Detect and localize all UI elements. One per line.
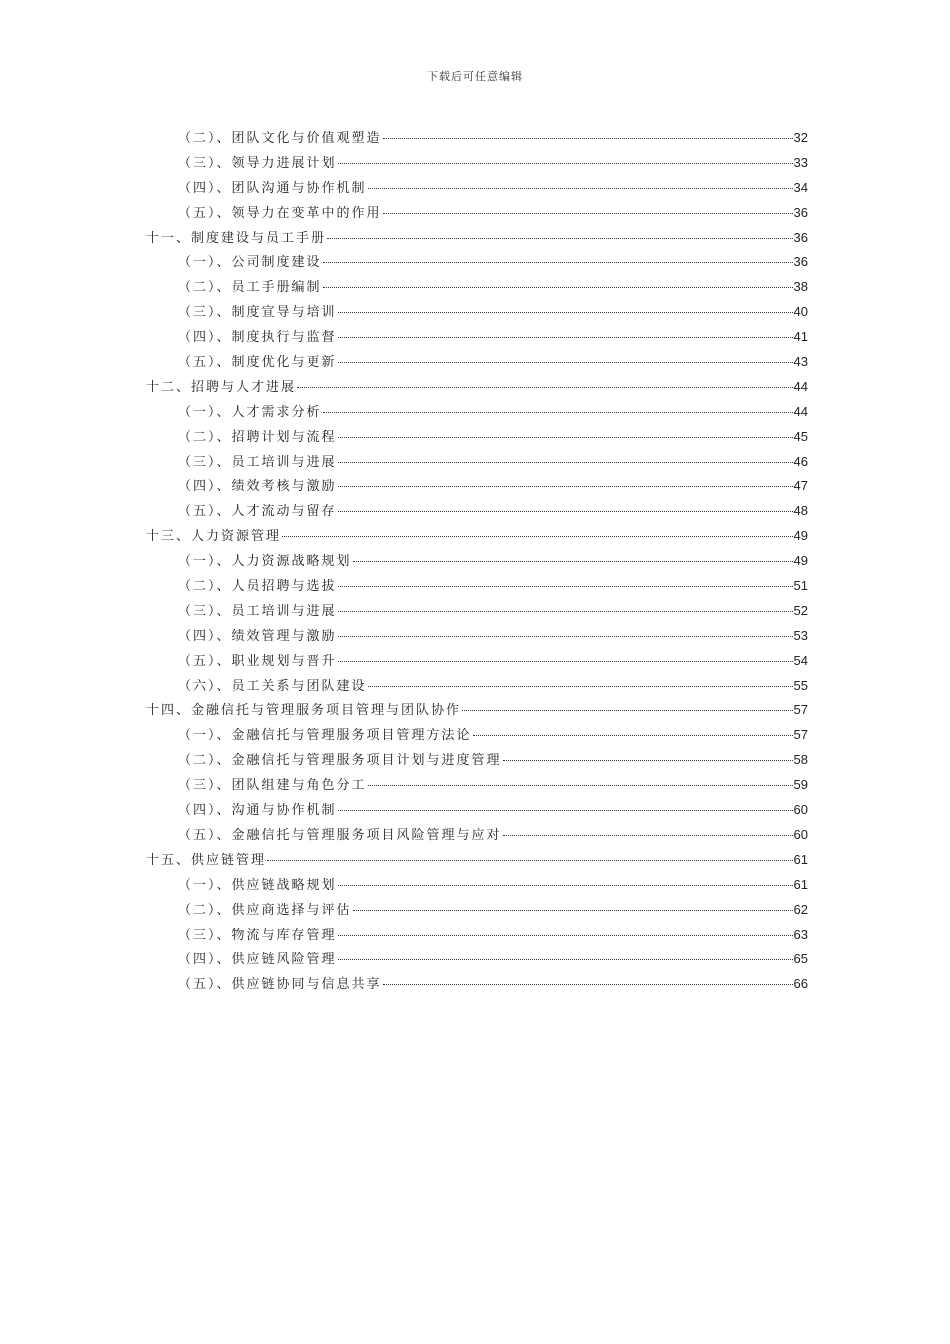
toc-dot-leader (503, 835, 793, 836)
toc-entry-title: （三）、物流与库存管理 (178, 927, 337, 943)
toc-entry-title: （二）、人员招聘与选拔 (178, 579, 337, 595)
toc-entry-title: （二）、招聘计划与流程 (178, 429, 337, 445)
toc-section-entry[interactable] (146, 400, 808, 425)
toc-page-number: 49 (793, 553, 808, 569)
toc-page-number: 36 (793, 204, 808, 220)
toc-dot-leader (353, 910, 793, 911)
toc-page-number: 63 (793, 926, 808, 942)
toc-page-number: 38 (793, 279, 808, 295)
toc-dot-leader (368, 785, 793, 786)
toc-entry-title: （一）、金融信托与管理服务项目管理方法论 (178, 728, 472, 744)
toc-section-entry[interactable] (146, 723, 808, 748)
toc-entry-title: （一）、人力资源战略规划 (178, 554, 352, 570)
toc-page-number: 57 (793, 727, 808, 743)
toc-section-entry[interactable] (146, 748, 808, 773)
toc-dot-leader (338, 163, 793, 164)
toc-dot-leader (338, 885, 793, 886)
toc-entry-title: （二）、供应商选择与评估 (178, 902, 352, 918)
toc-page-number: 60 (793, 802, 808, 818)
toc-entry-title: （三）、团队组建与角色分工 (178, 778, 367, 794)
toc-entry-title: （四）、沟通与协作机制 (178, 803, 337, 819)
toc-dot-leader (338, 462, 793, 463)
toc-entry-title: （一）、公司制度建设 (178, 255, 322, 271)
toc-dot-leader (338, 486, 793, 487)
toc-section-entry[interactable] (146, 873, 808, 898)
toc-dot-leader (353, 561, 793, 562)
toc-entry-title: （五）、制度优化与更新 (178, 355, 337, 371)
toc-page-number: 58 (793, 752, 808, 768)
toc-page-number: 45 (793, 428, 808, 444)
toc-dot-leader (327, 238, 793, 239)
toc-page-number: 40 (793, 304, 808, 320)
toc-entry-title: （二）、团队文化与价值观塑造 (178, 131, 382, 146)
toc-section-entry[interactable] (146, 773, 808, 798)
toc-section-entry[interactable] (146, 947, 808, 972)
toc-dot-leader (323, 287, 793, 288)
toc-page-number: 36 (793, 254, 808, 270)
toc-page-number: 34 (793, 179, 808, 195)
toc-chapter-entry[interactable] (146, 848, 808, 873)
toc-dot-leader (383, 213, 793, 214)
toc-entry-title: （一）、供应链战略规划 (178, 877, 337, 893)
toc-section-entry[interactable] (146, 474, 808, 499)
toc-entry-title: 十一、制度建设与员工手册 (146, 230, 327, 246)
toc-page-number: 66 (793, 976, 808, 992)
toc-entry-title: （三）、制度宣导与培训 (178, 305, 337, 321)
toc-chapter-entry[interactable] (146, 524, 808, 549)
toc-section-entry[interactable] (146, 176, 808, 201)
toc-section-entry[interactable] (146, 898, 808, 923)
toc-entry-title: （四）、绩效管理与激励 (178, 628, 337, 644)
toc-entry-title: 十五、供应链管理 (146, 852, 267, 868)
toc-section-entry[interactable] (146, 275, 808, 300)
toc-section-entry[interactable] (146, 425, 808, 450)
toc-dot-leader (338, 636, 793, 637)
toc-dot-leader (368, 686, 793, 687)
toc-section-entry[interactable] (146, 499, 808, 524)
toc-entry-title: （五）、领导力在变革中的作用 (178, 205, 382, 221)
toc-page-number: 62 (793, 901, 808, 917)
toc-section-entry[interactable] (146, 972, 808, 997)
toc-entry-title: （三）、领导力进展计划 (178, 155, 337, 171)
toc-entry-title: （二）、金融信托与管理服务项目计划与进度管理 (178, 753, 502, 769)
toc-dot-leader (383, 138, 793, 139)
toc-entry-title: （五）、职业规划与晋升 (178, 653, 337, 669)
toc-dot-leader (282, 536, 793, 537)
toc-page-number: 65 (793, 951, 808, 967)
toc-dot-leader (338, 586, 793, 587)
toc-dot-leader (338, 959, 793, 960)
toc-dot-leader (338, 935, 793, 936)
toc-dot-leader (323, 412, 793, 413)
toc-dot-leader (267, 860, 793, 861)
toc-section-entry[interactable] (146, 649, 808, 674)
toc-entry-title: （四）、团队沟通与协作机制 (178, 180, 367, 196)
toc-entry-title: （三）、员工培训与进展 (178, 603, 337, 619)
toc-page-number: 47 (793, 478, 808, 494)
toc-entry-title: （一）、人才需求分析 (178, 404, 322, 420)
toc-chapter-entry[interactable] (146, 226, 808, 251)
toc-section-entry[interactable] (146, 350, 808, 375)
toc-section-entry[interactable] (146, 250, 808, 275)
toc-section-entry[interactable] (146, 450, 808, 475)
toc-section-entry[interactable] (146, 201, 808, 226)
toc-dot-leader (323, 262, 793, 263)
toc-entry-title: 十四、金融信托与管理服务项目管理与团队协作 (146, 703, 462, 719)
toc-page-number: 55 (793, 677, 808, 693)
toc-page-number: 51 (793, 578, 808, 594)
toc-page-number: 57 (793, 702, 808, 718)
toc-entry-title: （三）、员工培训与进展 (178, 454, 337, 470)
toc-entry-title: （四）、供应链风险管理 (178, 952, 337, 968)
toc-entry-title: （六）、员工关系与团队建设 (178, 678, 367, 694)
toc-dot-leader (338, 312, 793, 313)
toc-dot-leader (383, 984, 793, 985)
toc-page-number: 44 (793, 403, 808, 419)
toc-page-number: 52 (793, 602, 808, 618)
toc-entry-title: （五）、供应链协同与信息共享 (178, 977, 382, 993)
toc-section-entry[interactable] (146, 574, 808, 599)
toc-section-entry[interactable] (146, 325, 808, 350)
toc-dot-leader (462, 710, 793, 711)
toc-page-number: 44 (793, 378, 808, 394)
toc-page-number: 61 (793, 876, 808, 892)
toc-dot-leader (338, 661, 793, 662)
toc-section-entry[interactable] (146, 599, 808, 624)
toc-page-number: 33 (793, 154, 808, 170)
toc-page-number: 41 (793, 329, 808, 345)
toc-entry-title: 十三、人力资源管理 (146, 529, 282, 545)
toc-section-entry[interactable] (146, 549, 808, 574)
toc-entry-title: 十二、招聘与人才进展 (146, 379, 297, 395)
toc-page-number: 61 (793, 851, 808, 867)
toc-page-number: 43 (793, 354, 808, 370)
toc-entry-title: （五）、金融信托与管理服务项目风险管理与应对 (178, 827, 502, 843)
toc-dot-leader (338, 611, 793, 612)
toc-page-number: 59 (793, 777, 808, 793)
toc-page-number: 48 (793, 503, 808, 519)
toc-section-entry[interactable] (146, 674, 808, 699)
toc-dot-leader (338, 810, 793, 811)
toc-entry-title: （二）、员工手册编制 (178, 280, 322, 296)
toc-page-number: 36 (793, 229, 808, 245)
toc-dot-leader (338, 362, 793, 363)
toc-section-entry[interactable] (146, 126, 808, 151)
toc-page-number: 46 (793, 453, 808, 469)
toc-entry-title: （四）、制度执行与监督 (178, 330, 337, 346)
page-header: 下载后可任意编辑 (427, 70, 523, 83)
toc-page-number: 32 (793, 130, 808, 145)
toc-entry-title: （五）、人才流动与留存 (178, 504, 337, 520)
toc-page-number: 53 (793, 627, 808, 643)
toc-section-entry[interactable] (146, 624, 808, 649)
toc-dot-leader (338, 437, 793, 438)
toc-section-entry[interactable] (146, 823, 808, 848)
toc-chapter-entry[interactable] (146, 375, 808, 400)
toc-dot-leader (297, 387, 793, 388)
table-of-contents (146, 126, 808, 997)
toc-page-number: 60 (793, 826, 808, 842)
toc-dot-leader (338, 511, 793, 512)
toc-dot-leader (503, 760, 793, 761)
toc-dot-leader (368, 188, 793, 189)
toc-page-number: 54 (793, 652, 808, 668)
toc-section-entry[interactable] (146, 300, 808, 325)
toc-page-number: 49 (793, 528, 808, 544)
toc-entry-title: （四）、绩效考核与激励 (178, 479, 337, 495)
toc-section-entry[interactable] (146, 798, 808, 823)
toc-dot-leader (338, 337, 793, 338)
toc-chapter-entry[interactable] (146, 698, 808, 723)
toc-section-entry[interactable] (146, 923, 808, 948)
toc-dot-leader (473, 735, 793, 736)
toc-section-entry[interactable] (146, 151, 808, 176)
